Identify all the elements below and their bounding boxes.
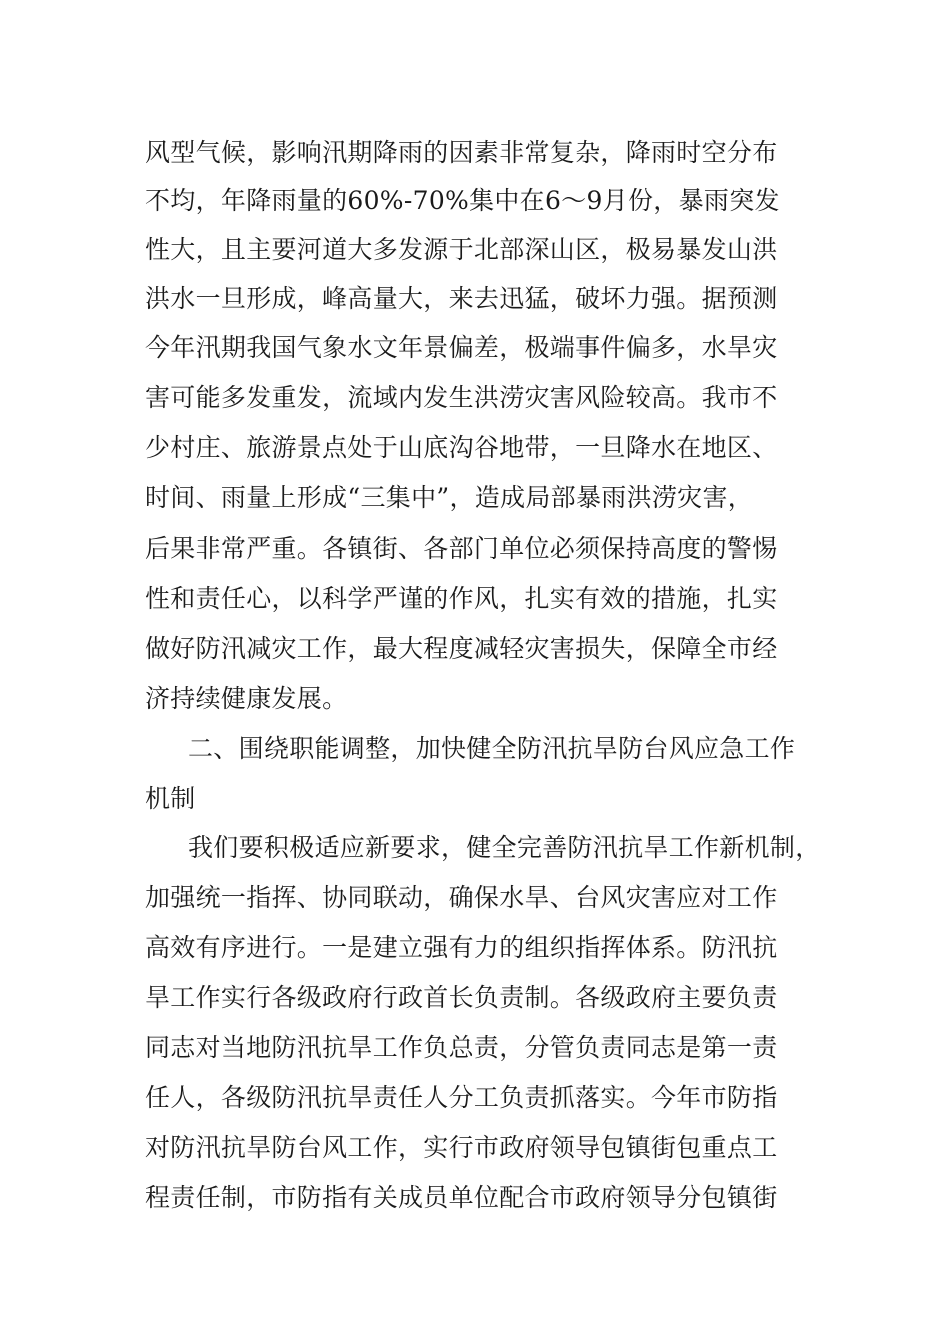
text-line: 做好防汛减灾工作，最大程度减轻灾害损失，保障全市经 [145,634,778,663]
text-line: 害可能多发重发，流域内发生洪涝灾害风险较高。我市不 [145,383,778,412]
text-line: 旱工作实行各级政府行政首长负责制。各级政府主要负责 [145,983,778,1012]
text-line: 性大，且主要河道大多发源于北部深山区，极易暴发山洪 [145,235,778,264]
text-line: 对防汛抗旱防台风工作，实行市政府领导包镇街包重点工 [145,1133,778,1162]
text-line: 今年汛期我国气象水文年景偏差，极端事件偏多，水旱灾 [145,333,778,362]
text-line: 加强统一指挥、协同联动，确保水旱、台风灾害应对工作 [145,883,778,912]
text-line: 同志对当地防汛抗旱工作负总责，分管负责同志是第一责 [145,1033,778,1062]
text-line: 济持续健康发展。 [145,684,348,713]
text-line: 性和责任心，以科学严谨的作风，扎实有效的措施，扎实 [145,584,778,613]
text-line: 后果非常严重。各镇街、各部门单位必须保持高度的警惕 [145,534,778,563]
text-line: 任人，各级防汛抗旱责任人分工负责抓落实。今年市防指 [145,1083,778,1112]
section-heading-line: 二、围绕职能调整，加快健全防汛抗旱防台风应急工作 [188,734,796,763]
section-heading-line: 机制 [145,784,196,813]
text-line: 洪水一旦形成，峰高量大，来去迅猛，破坏力强。据预测 [145,284,778,313]
text-line: 时间、雨量上形成“三集中”，造成局部暴雨洪涝灾害， [145,483,754,512]
text-line: 少村庄、旅游景点处于山底沟谷地带，一旦降水在地区、 [145,433,778,462]
text-line: 我们要积极适应新要求，健全完善防汛抗旱工作新机制， [188,833,821,862]
text-line: 风型气候，影响汛期降雨的因素非常复杂，降雨时空分布 [145,138,778,167]
text-line: 程责任制，市防指有关成员单位配合市政府领导分包镇街 [145,1183,778,1212]
text-line: 不均，年降雨量的60%-70%集中在6～9月份，暴雨突发 [145,186,780,215]
text-line: 高效有序进行。一是建立强有力的组织指挥体系。防汛抗 [145,933,778,962]
